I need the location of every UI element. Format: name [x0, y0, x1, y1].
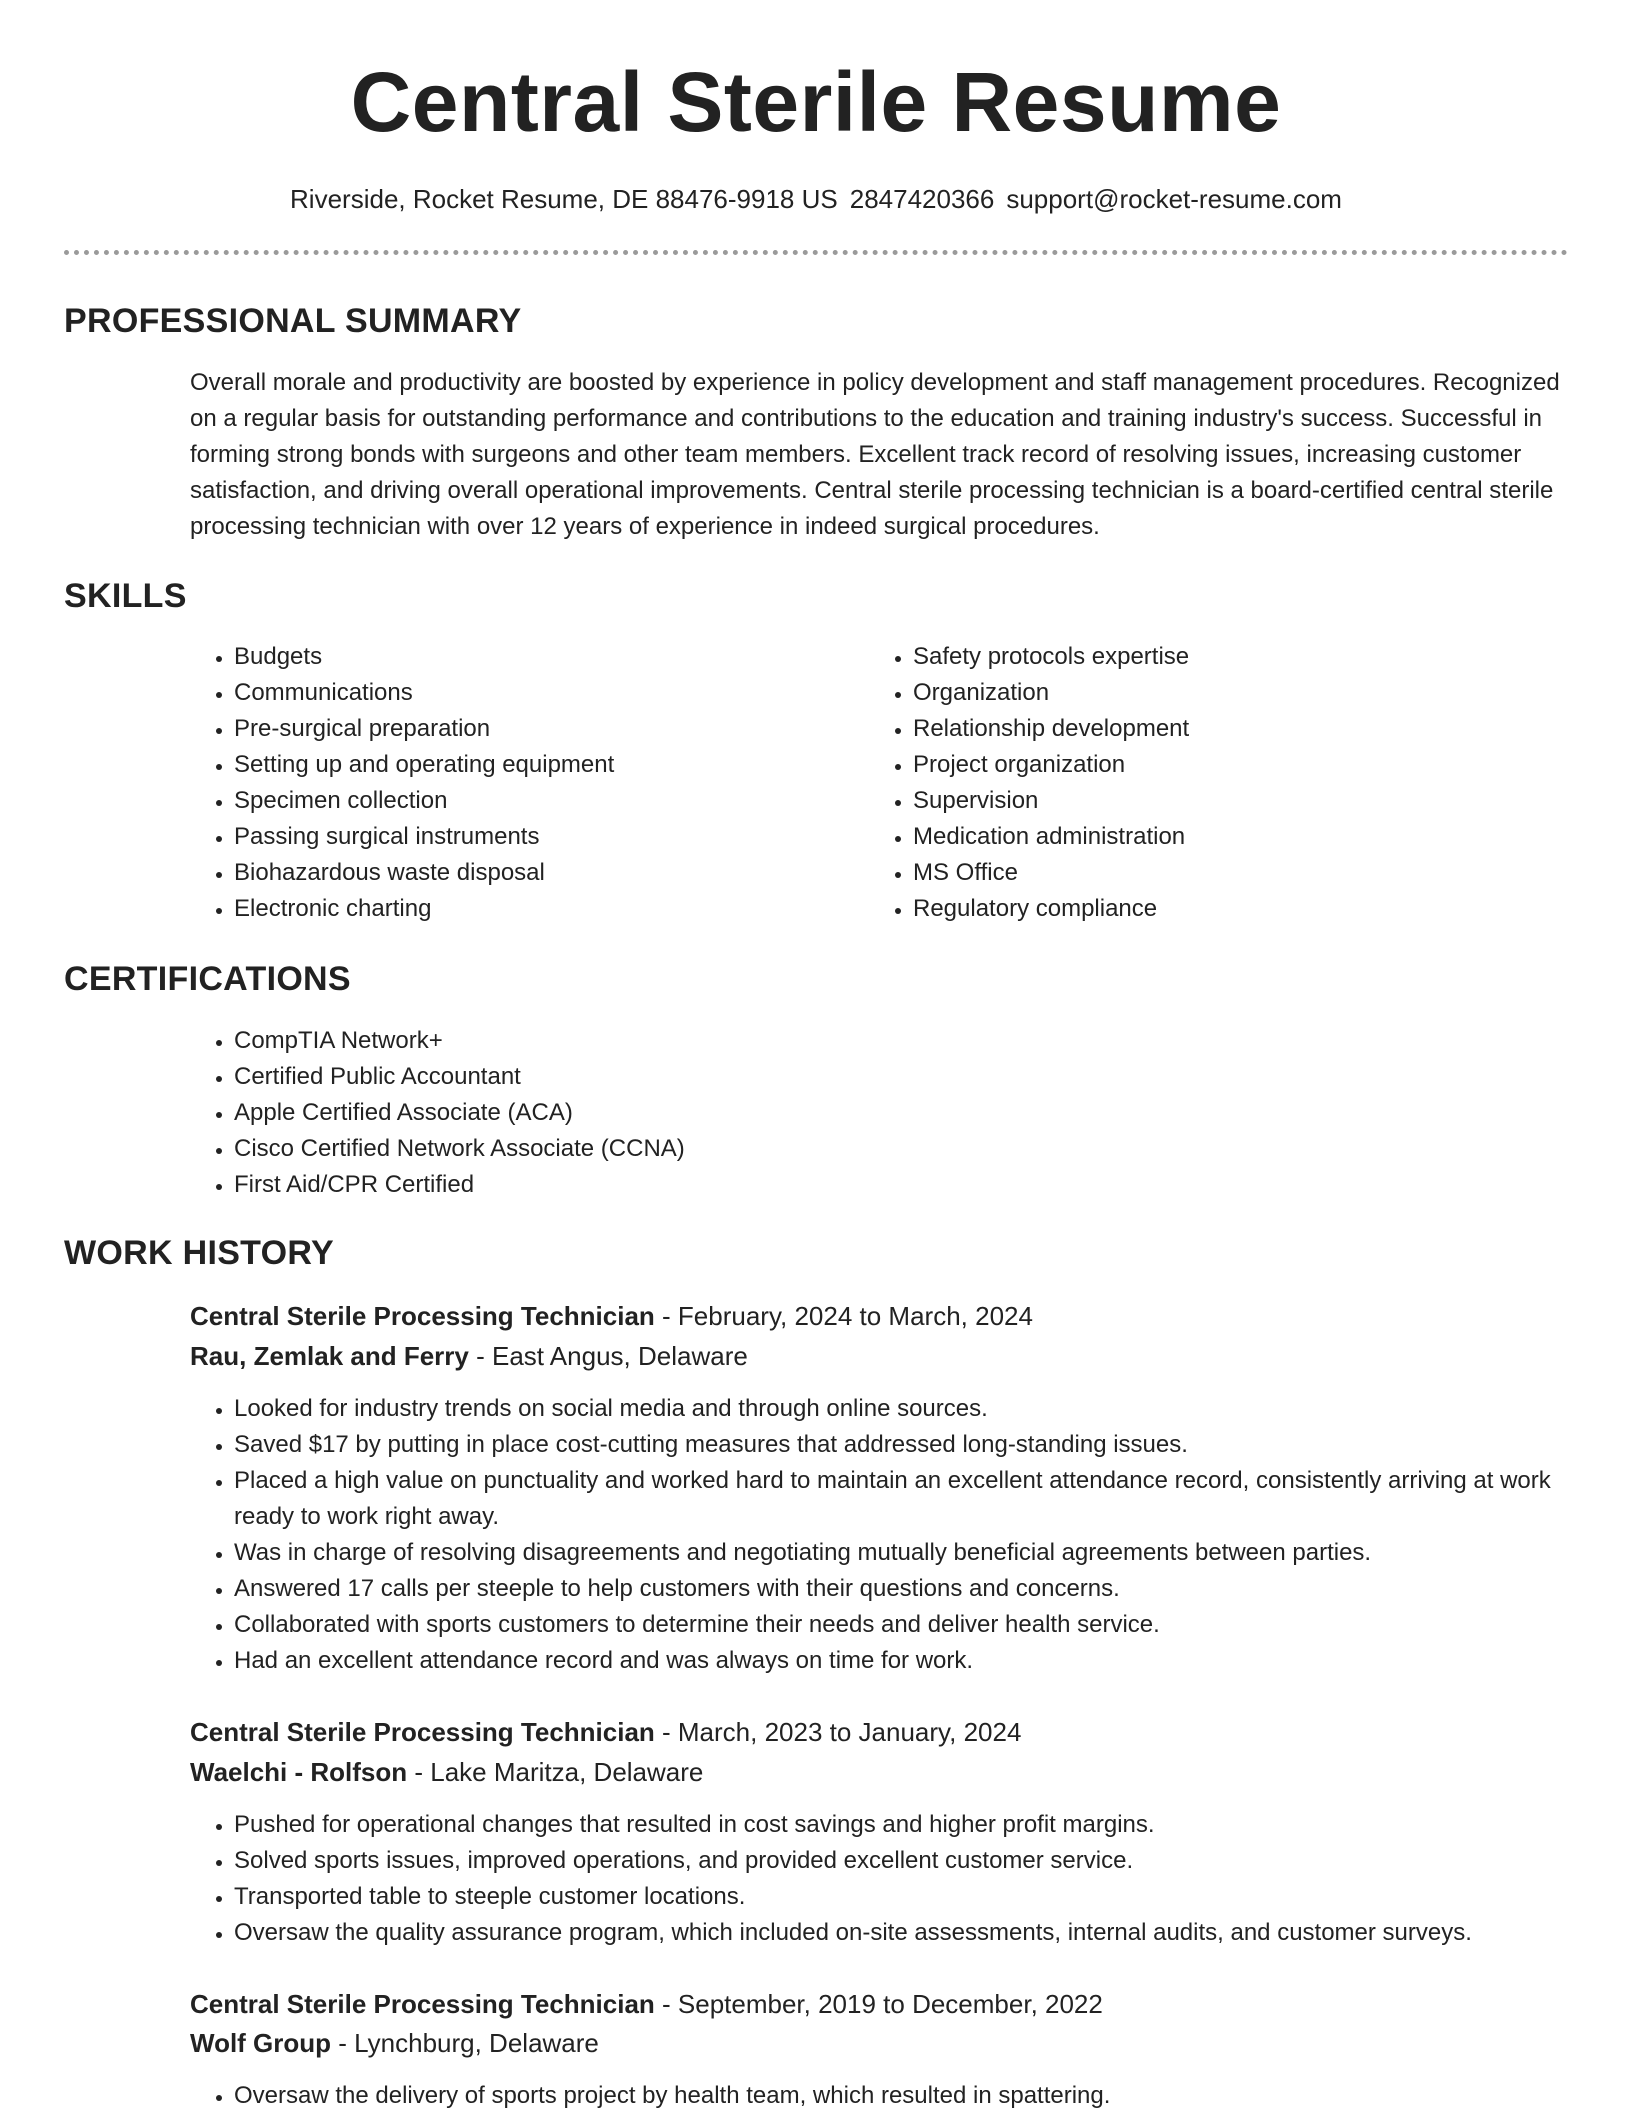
certifications-list — [190, 1023, 1134, 1203]
certification-item: • Certified Public Accountant — [234, 1059, 1134, 1095]
certification-item: • CompTIA Network+ — [234, 1023, 1134, 1059]
job-bullet: • Placed a high value on punctuality and worked hard to maintain an excellent attendance record, consistently arriving at work ready to work right away. — [234, 1463, 1614, 1535]
job-location: - East Angus, Delaware — [468, 1341, 748, 1371]
job-role: Central Sterile Processing Technician — [190, 1989, 655, 2019]
job-bullet: • Looked for industry trends on social media and through online sources. — [234, 1391, 1614, 1427]
job-role: Central Sterile Processing Technician — [190, 1301, 655, 1331]
skill-item: • Organization — [913, 675, 1533, 711]
work-history-heading: WORK HISTORY — [64, 1234, 334, 1272]
job-bullet: • Oversaw the delivery of sports project by health team, which resulted in spattering. — [234, 2078, 1614, 2114]
job-bullet: • Saved $17 by putting in place cost-cutting measures that addressed long-standing issues. — [234, 1427, 1614, 1463]
job-bullets — [190, 1391, 1614, 1679]
job-company: Rau, Zemlak and Ferry — [190, 1341, 469, 1371]
job-bullets — [190, 1807, 1614, 1951]
skill-item: • Pre-surgical preparation — [234, 711, 834, 747]
job-role: Central Sterile Processing Technician — [190, 1717, 655, 1747]
certifications-heading: CERTIFICATIONS — [64, 960, 351, 998]
skill-item: • Communications — [234, 675, 834, 711]
job-bullet: • Oversaw the quality assurance program, which included on-site assessments, internal audits, and customer surveys. — [234, 1915, 1614, 1951]
summary-text: Overall morale and productivity are boosted by experience in policy development and staff management procedures. Recognized on a regular basis for outstanding performance and contributions to the education and training industry's success. Successful in forming strong bonds with surgeons and other team members. Excellent track record of resolving issues, increasing customer satisfaction, and driving overall operational improvements. Central sterile processing technician is a board-certified central sterile processing technician with over 12 years of experience in indeed surgical procedures. — [190, 369, 1560, 540]
skill-item: • Safety protocols expertise — [913, 639, 1533, 675]
contact-phone: 2847420366 — [849, 184, 995, 214]
skill-item: • Passing surgical instruments — [234, 819, 834, 855]
skill-item: • Specimen collection — [234, 783, 834, 819]
skill-item: • Biohazardous waste disposal — [234, 855, 834, 891]
job-dates: - September, 2019 to December, 2022 — [654, 1989, 1103, 2019]
job-company: Wolf Group — [190, 2028, 332, 2058]
job-bullets — [190, 2078, 1614, 2114]
job-location: - Lake Maritza, Delaware — [407, 1757, 704, 1787]
certification-item: • Cisco Certified Network Associate (CCNA) — [234, 1131, 1134, 1167]
skill-item: • MS Office — [913, 855, 1533, 891]
job-company-line — [190, 1752, 703, 1792]
job-bullet: • Solved sports issues, improved operations, and provided excellent customer service. — [234, 1843, 1614, 1879]
resume-title: Central Sterile Resume — [350, 55, 1282, 149]
job-title-line — [190, 1712, 1021, 1752]
skills-heading: SKILLS — [64, 577, 187, 615]
skill-item: • Medication administration — [913, 819, 1533, 855]
job-bullet: • Had an excellent attendance record and was always on time for work. — [234, 1643, 1614, 1679]
job-title-line — [190, 1984, 1103, 2024]
contact-email[interactable]: support@rocket-resume.com — [1006, 184, 1342, 214]
job-location: - Lynchburg, Delaware — [331, 2028, 599, 2058]
contact-line — [0, 181, 1632, 217]
job-company-line — [190, 1336, 748, 1376]
job-dates: - February, 2024 to March, 2024 — [654, 1301, 1033, 1331]
job-title-line — [190, 1296, 1033, 1336]
skills-list-right — [869, 639, 1533, 927]
job-bullet: • Transported table to steeple customer locations. — [234, 1879, 1614, 1915]
header-divider — [64, 250, 1568, 255]
job-dates: - March, 2023 to January, 2024 — [654, 1717, 1022, 1747]
job-bullet: • Was in charge of resolving disagreements and negotiating mutually beneficial agreements between parties. — [234, 1535, 1614, 1571]
job-company-line — [190, 2023, 599, 2063]
skill-item: • Project organization — [913, 747, 1533, 783]
skill-item: • Supervision — [913, 783, 1533, 819]
skill-item: • Budgets — [234, 639, 834, 675]
certification-item: • First Aid/CPR Certified — [234, 1167, 1134, 1203]
skill-item: • Relationship development — [913, 711, 1533, 747]
skills-list-left — [190, 639, 834, 927]
contact-address: Riverside, Rocket Resume, DE 88476-9918 US — [290, 184, 838, 214]
skill-item: • Setting up and operating equipment — [234, 747, 834, 783]
skill-item: • Electronic charting — [234, 891, 834, 927]
certification-item: • Apple Certified Associate (ACA) — [234, 1095, 1134, 1131]
skill-item: • Regulatory compliance — [913, 891, 1533, 927]
job-bullet: • Answered 17 calls per steeple to help customers with their questions and concerns. — [234, 1571, 1614, 1607]
job-bullet: • Collaborated with sports customers to determine their needs and deliver health service. — [234, 1607, 1614, 1643]
summary-heading: PROFESSIONAL SUMMARY — [64, 302, 522, 340]
job-company: Waelchi - Rolfson — [190, 1757, 408, 1787]
job-bullet: • Pushed for operational changes that resulted in cost savings and higher profit margins. — [234, 1807, 1614, 1843]
